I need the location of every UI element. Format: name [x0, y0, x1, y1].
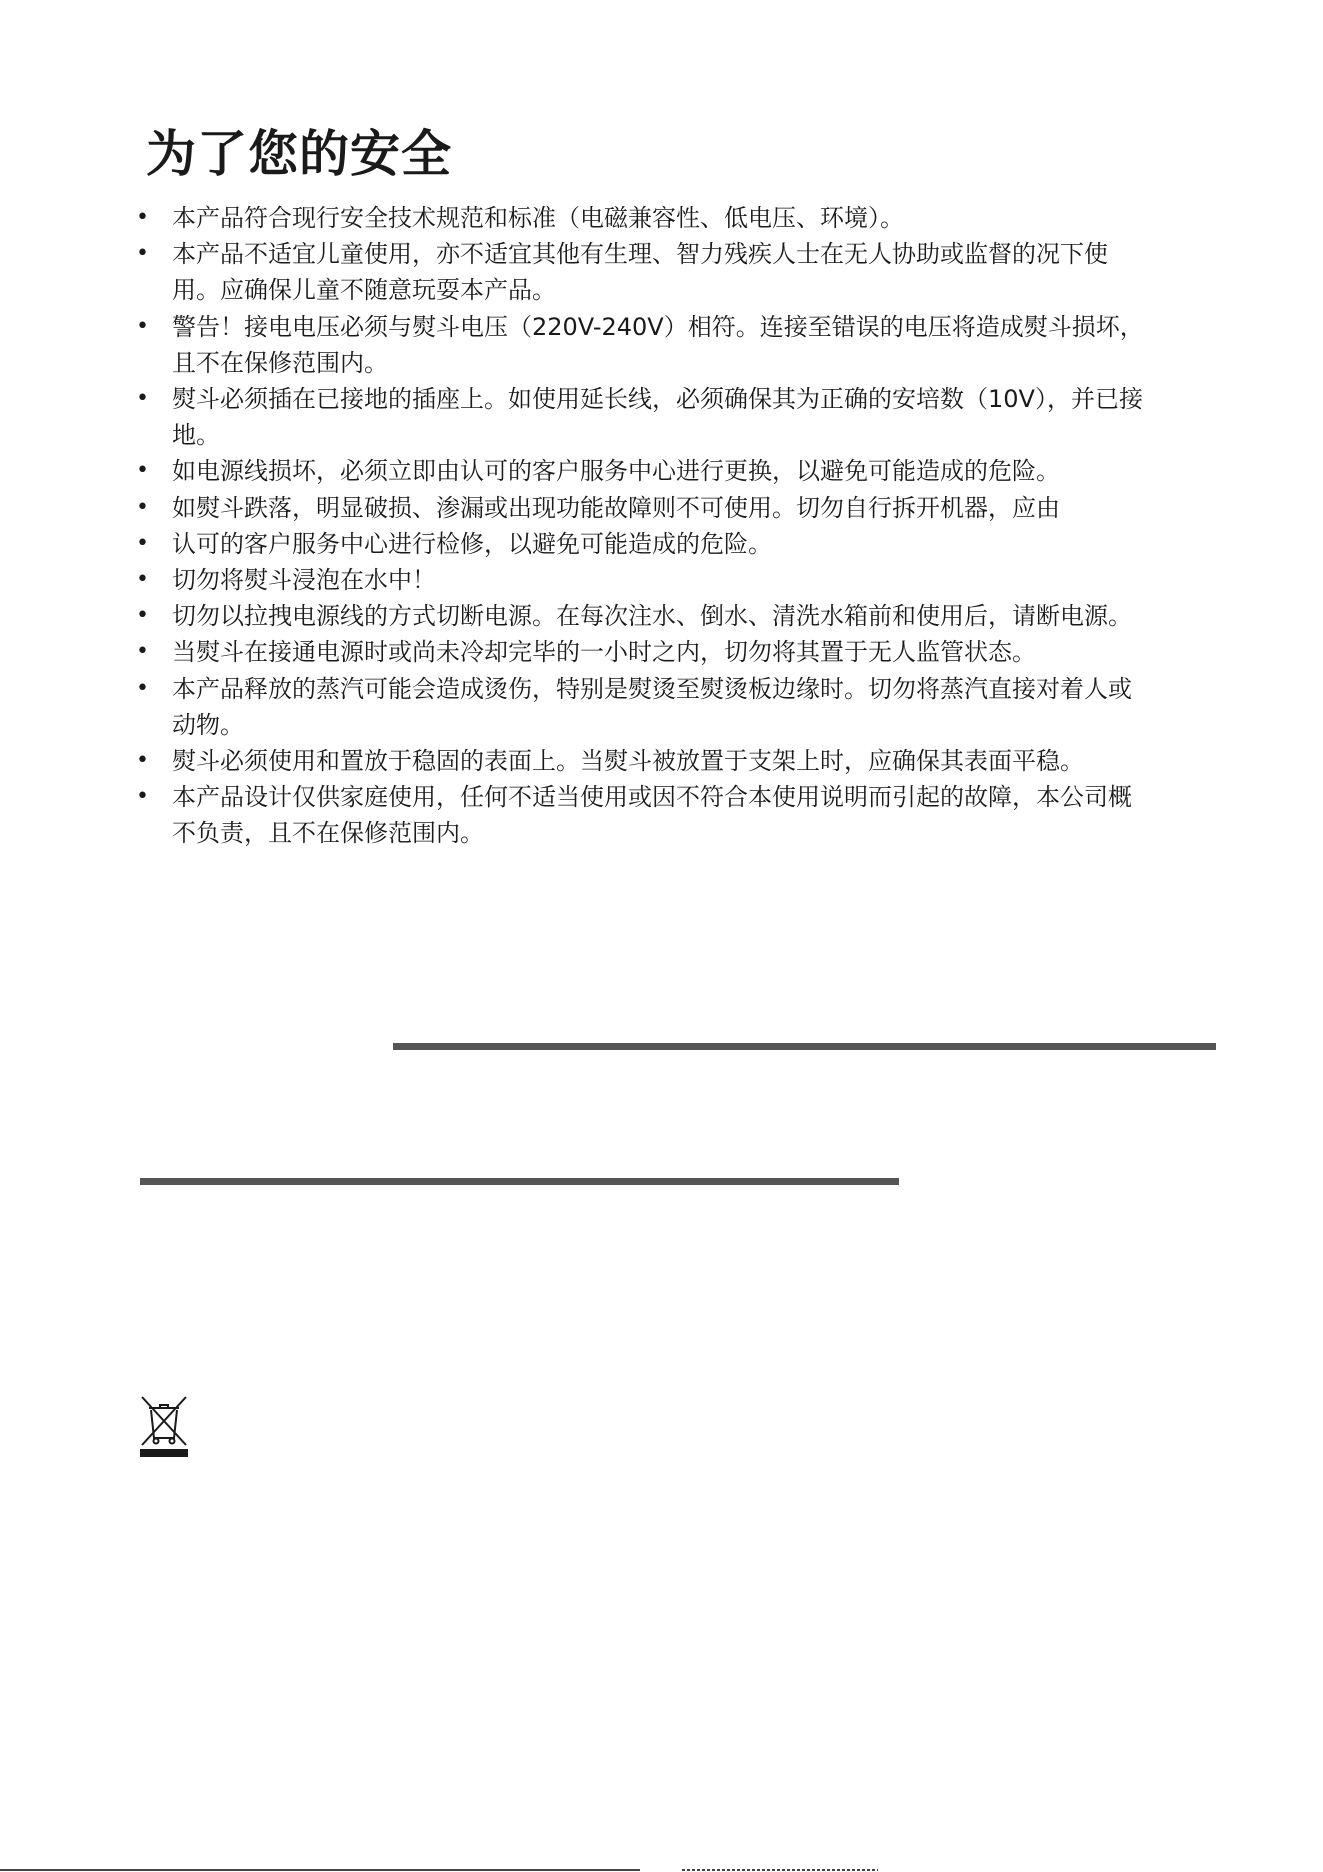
bullet-icon: • [136, 205, 149, 230]
bullet-icon: • [136, 675, 149, 701]
list-item [132, 200, 1152, 236]
list-item [132, 779, 1152, 851]
list-item-text: 如电源线损坏，必须立即由认可的客户服务中心进行更换，以避免可能造成的危险。 [172, 457, 1060, 486]
list-item-text: 熨斗必须使用和置放于稳固的表面上。当熨斗被放置于支架上时，应确保其表面平稳。 [172, 747, 1084, 776]
footer-rule-left [0, 1869, 640, 1871]
list-item-text: 本产品释放的蒸汽可能会造成烫伤，特别是熨烫至熨烫板边缘时。切勿将蒸汽直接对着人或动物。 [172, 674, 1132, 739]
list-item [132, 309, 1152, 381]
divider-upper [393, 1043, 1216, 1050]
bullet-icon: • [136, 494, 149, 520]
bullet-icon: • [136, 567, 149, 593]
list-item [132, 381, 1152, 453]
list-item-text: 熨斗必须插在已接地的插座上。如使用延长线，必须确保其为正确的安培数（10V），并已接地。 [172, 385, 1143, 450]
bullet-icon: • [136, 639, 149, 665]
bullet-icon: • [136, 784, 149, 810]
footer-rule-right [682, 1869, 878, 1871]
list-item-text: 本产品符合现行安全技术规范和标准（电磁兼容性、低电压、环境）。 [172, 204, 904, 232]
list-item [132, 236, 1152, 308]
bullet-icon: • [136, 603, 149, 629]
list-item-text: 当熨斗在接通电源时或尚未冷却完毕的一小时之内，切勿将其置于无人监管状态。 [172, 638, 1036, 667]
list-item-text: 警告！接电电压必须与熨斗电压（220V-240V）相符。连接至错误的电压将造成熨斗损坏，且不在保修范围内。 [172, 312, 1144, 377]
crossed-out-wheelie-bin-icon [139, 1394, 189, 1458]
safety-list [132, 200, 1152, 852]
bullet-icon: • [136, 458, 149, 484]
list-item-text: 认可的客户服务中心进行检修，以避免可能造成的危险。 [172, 529, 772, 558]
list-item [132, 453, 1152, 489]
list-item-text: 如熨斗跌落，明显破损、渗漏或出现功能故障则不可使用。切勿自行拆开机器，应由 [172, 493, 1060, 522]
list-item [132, 671, 1152, 743]
bullet-icon: • [136, 530, 149, 556]
list-item [132, 526, 1152, 562]
list-item-text: 本产品不适宜儿童使用，亦不适宜其他有生理、智力残疾人士在无人协助或监督的况下使用。应确保儿童不随意玩耍本产品。 [172, 240, 1108, 305]
list-item-text: 切勿将熨斗浸泡在水中！ [172, 566, 436, 595]
page-title: 为了您的安全 [146, 125, 452, 183]
list-item [132, 634, 1152, 670]
list-item [132, 562, 1152, 598]
bullet-icon: • [136, 748, 149, 774]
list-item-text: 本产品设计仅供家庭使用，任何不适当使用或因不符合本使用说明而引起的故障，本公司概不负责，且不在保修范围内。 [172, 783, 1132, 848]
bullet-icon: • [136, 241, 149, 267]
bullet-icon: • [136, 313, 149, 339]
list-item [132, 743, 1152, 779]
bullet-icon: • [136, 386, 149, 412]
list-item [132, 598, 1152, 634]
list-item [132, 490, 1152, 526]
list-item-text: 切勿以拉拽电源线的方式切断电源。在每次注水、倒水、清洗水箱前和使用后，请断电源。 [172, 602, 1132, 631]
divider-lower [140, 1178, 899, 1185]
